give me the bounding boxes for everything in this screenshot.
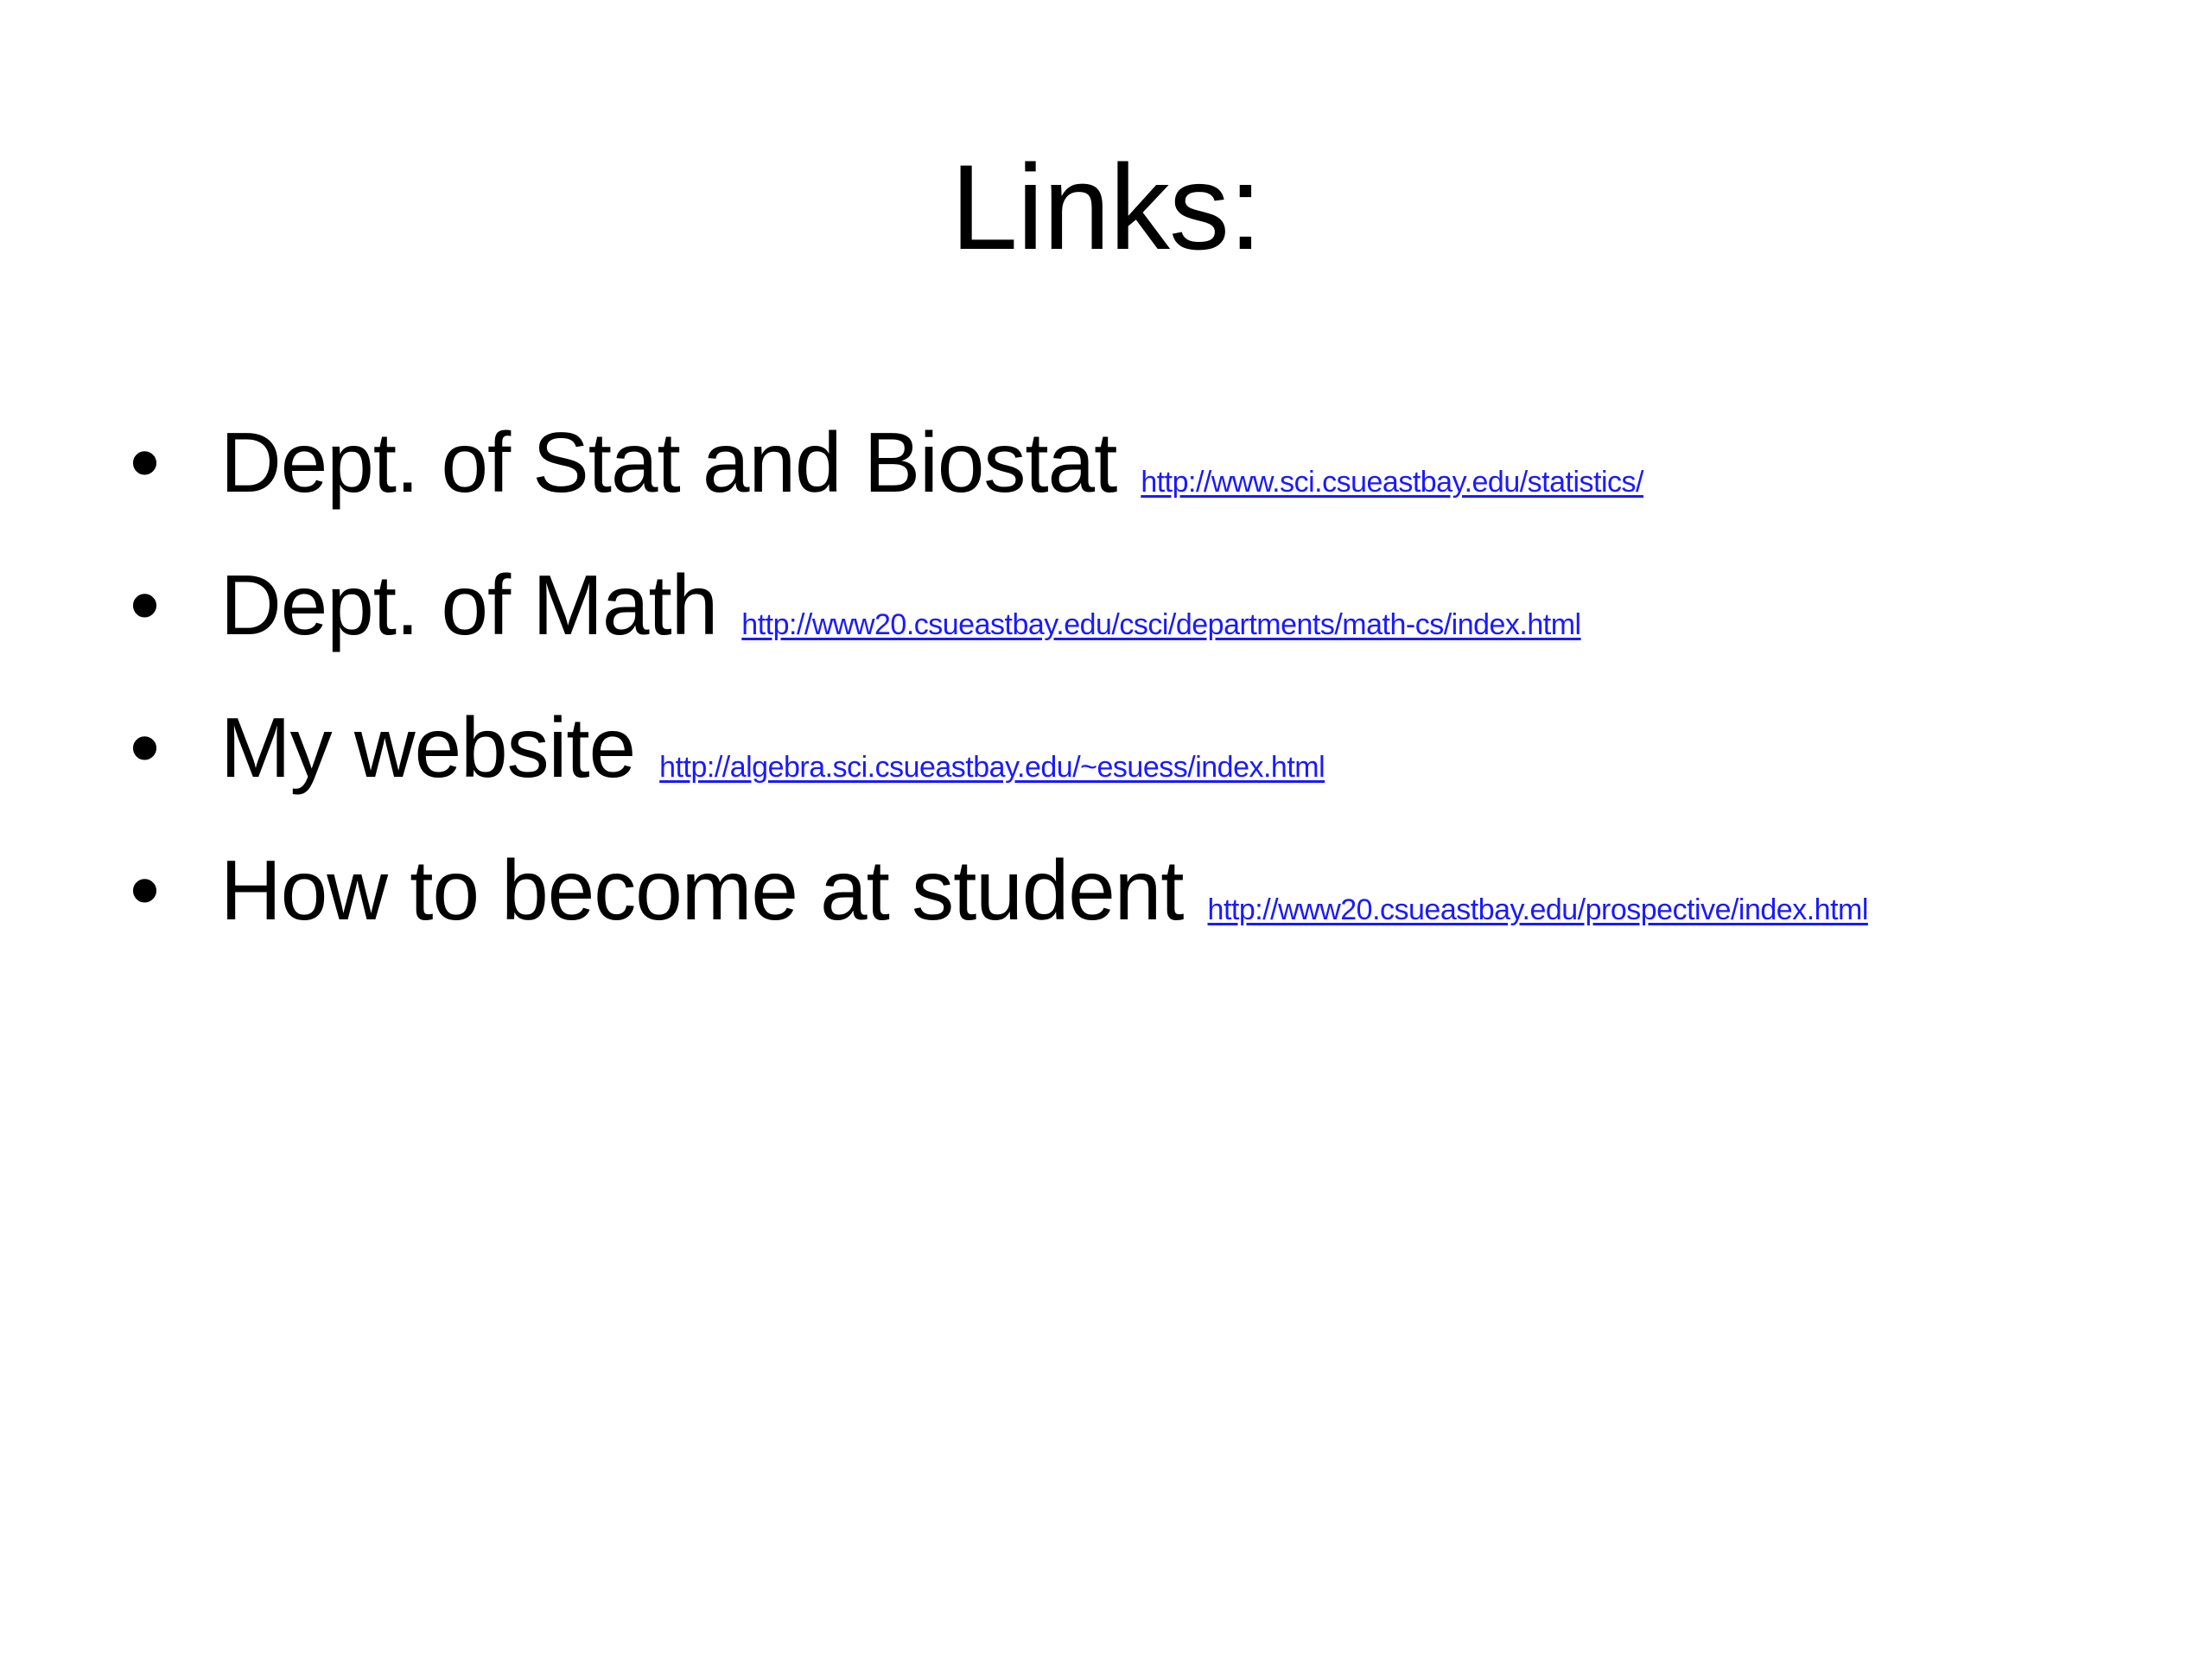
list-item: [130, 406, 2160, 549]
bullet-icon: •: [130, 414, 161, 511]
math-dept-link[interactable]: http://www20.csueastbay.edu/csci/departments/math-cs/index.html: [741, 608, 1581, 641]
list-item: [130, 834, 2160, 976]
bullet-icon: •: [130, 699, 161, 796]
item-label: Dept. of Math: [220, 557, 718, 652]
bullet-icon: •: [130, 842, 161, 938]
links-list: [130, 406, 2160, 976]
slide-title: Links:: [950, 139, 1262, 275]
item-label: How to become at student: [220, 842, 1184, 938]
bullet-icon: •: [130, 556, 161, 653]
my-website-link[interactable]: http://algebra.sci.csueastbay.edu/~esuess/index.html: [659, 751, 1325, 784]
item-label: My website: [220, 700, 636, 795]
list-item: [130, 549, 2160, 691]
item-label: Dept. of Stat and Biostat: [220, 415, 1117, 510]
stat-biostat-link[interactable]: http://www.sci.csueastbay.edu/statistics/: [1141, 466, 1643, 499]
list-item: [130, 691, 2160, 834]
prospective-student-link[interactable]: http://www20.csueastbay.edu/prospective/index.html: [1207, 893, 1868, 926]
